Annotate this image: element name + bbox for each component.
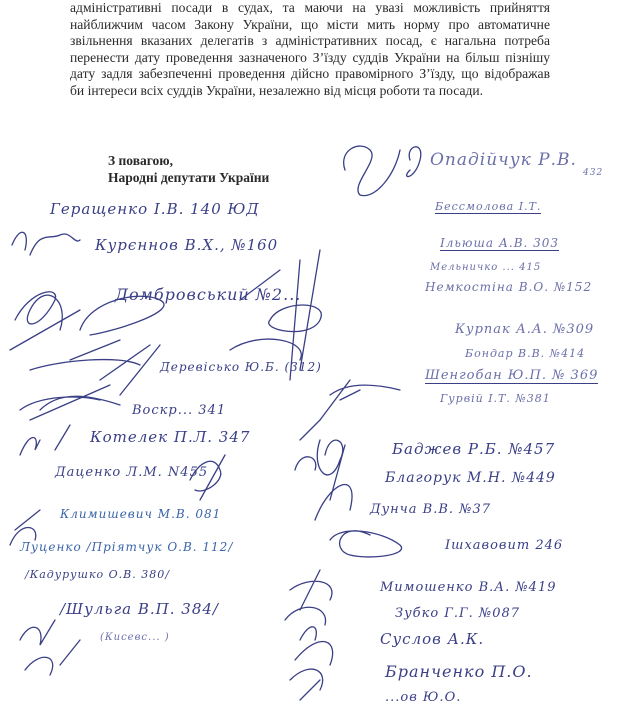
signature-entry: Ішхавовит 246	[445, 538, 564, 553]
signature-entry: Суслов А.К.	[380, 630, 485, 648]
signature-entry: Баджев Р.Б. №457	[392, 440, 556, 458]
signature-entry: Луценко /Пріятчук О.В. 112/	[20, 540, 234, 554]
signature-entry: Мимошенко В.А. №419	[380, 580, 557, 595]
signature-number: 432	[583, 168, 604, 178]
signature-entry: Дунча В.В. №37	[370, 502, 491, 517]
signature-entry: Курпак А.А. №309	[455, 322, 595, 337]
signature-entry: Курєннов В.Х., №160	[95, 236, 279, 254]
signature-entry: Опадійчук Р.В.	[430, 150, 577, 170]
signature-entry: Геращенко І.В. 140 ЮД	[50, 200, 260, 218]
signature-entry: Даценко Л.М. N455	[55, 465, 209, 480]
body-line: найближчим часом Закону України, що місти мить норму про автоматичне	[70, 16, 550, 32]
signature-entry: Бессмолова І.Т.	[435, 200, 542, 213]
signature-entry: (Кисевс... )	[100, 632, 170, 643]
body-line: дату задля забезпеченні проведення дійсно правомірного З’їзду, що відображав	[70, 66, 550, 82]
body-line: адміністративні посади в судах, та маючи на увазі можливість прийняття	[70, 0, 550, 15]
signature-entry: Зубко Г.Г. №087	[395, 606, 521, 621]
signature-entry: Бранченко П.О.	[385, 662, 533, 681]
signature-entry: Бондар В.В. №414	[465, 347, 586, 360]
signature-entry: Ільюша А.В. 303	[440, 236, 560, 250]
signature-entry: Мельничко ... 415	[430, 262, 542, 273]
body-line: звільнення вказаних делегатів з адміністративних посад, є нагальна потреба	[70, 33, 550, 49]
signature-entry: Деревісько Ю.Б. (312)	[160, 360, 322, 374]
closing-greeting: З повагою,	[108, 153, 173, 168]
signature-entry: Гурвій І.Т. №381	[440, 392, 551, 405]
body-line: би інтереси всіх суддів України, незалежно від місця роботи та посади.	[70, 82, 484, 98]
signature-entry: /Кадурушко О.В. 380/	[25, 568, 170, 581]
signature-entry: Климишевич М.В. 081	[60, 507, 222, 521]
body-line: перенести дату проведення зазначеного З’їзду суддів України на більш пізнішу	[70, 49, 550, 65]
closing-signatory: Народні депутати України	[108, 170, 270, 185]
signature-entry: Домбровський №2...	[115, 285, 302, 304]
signature-entry: ...ов Ю.О.	[385, 690, 462, 705]
signature-entry: /Шульга В.П. 384/	[60, 600, 219, 618]
signature-entry: Воскр... 341	[132, 403, 227, 418]
signature-entry: Шенгобан Ю.П. № 369	[425, 368, 599, 383]
signature-entry: Котелек П.Л. 347	[90, 428, 251, 446]
signature-entry: Благорук М.Н. №449	[385, 470, 556, 486]
signature-entry: Немкостіна В.О. №152	[425, 280, 593, 294]
